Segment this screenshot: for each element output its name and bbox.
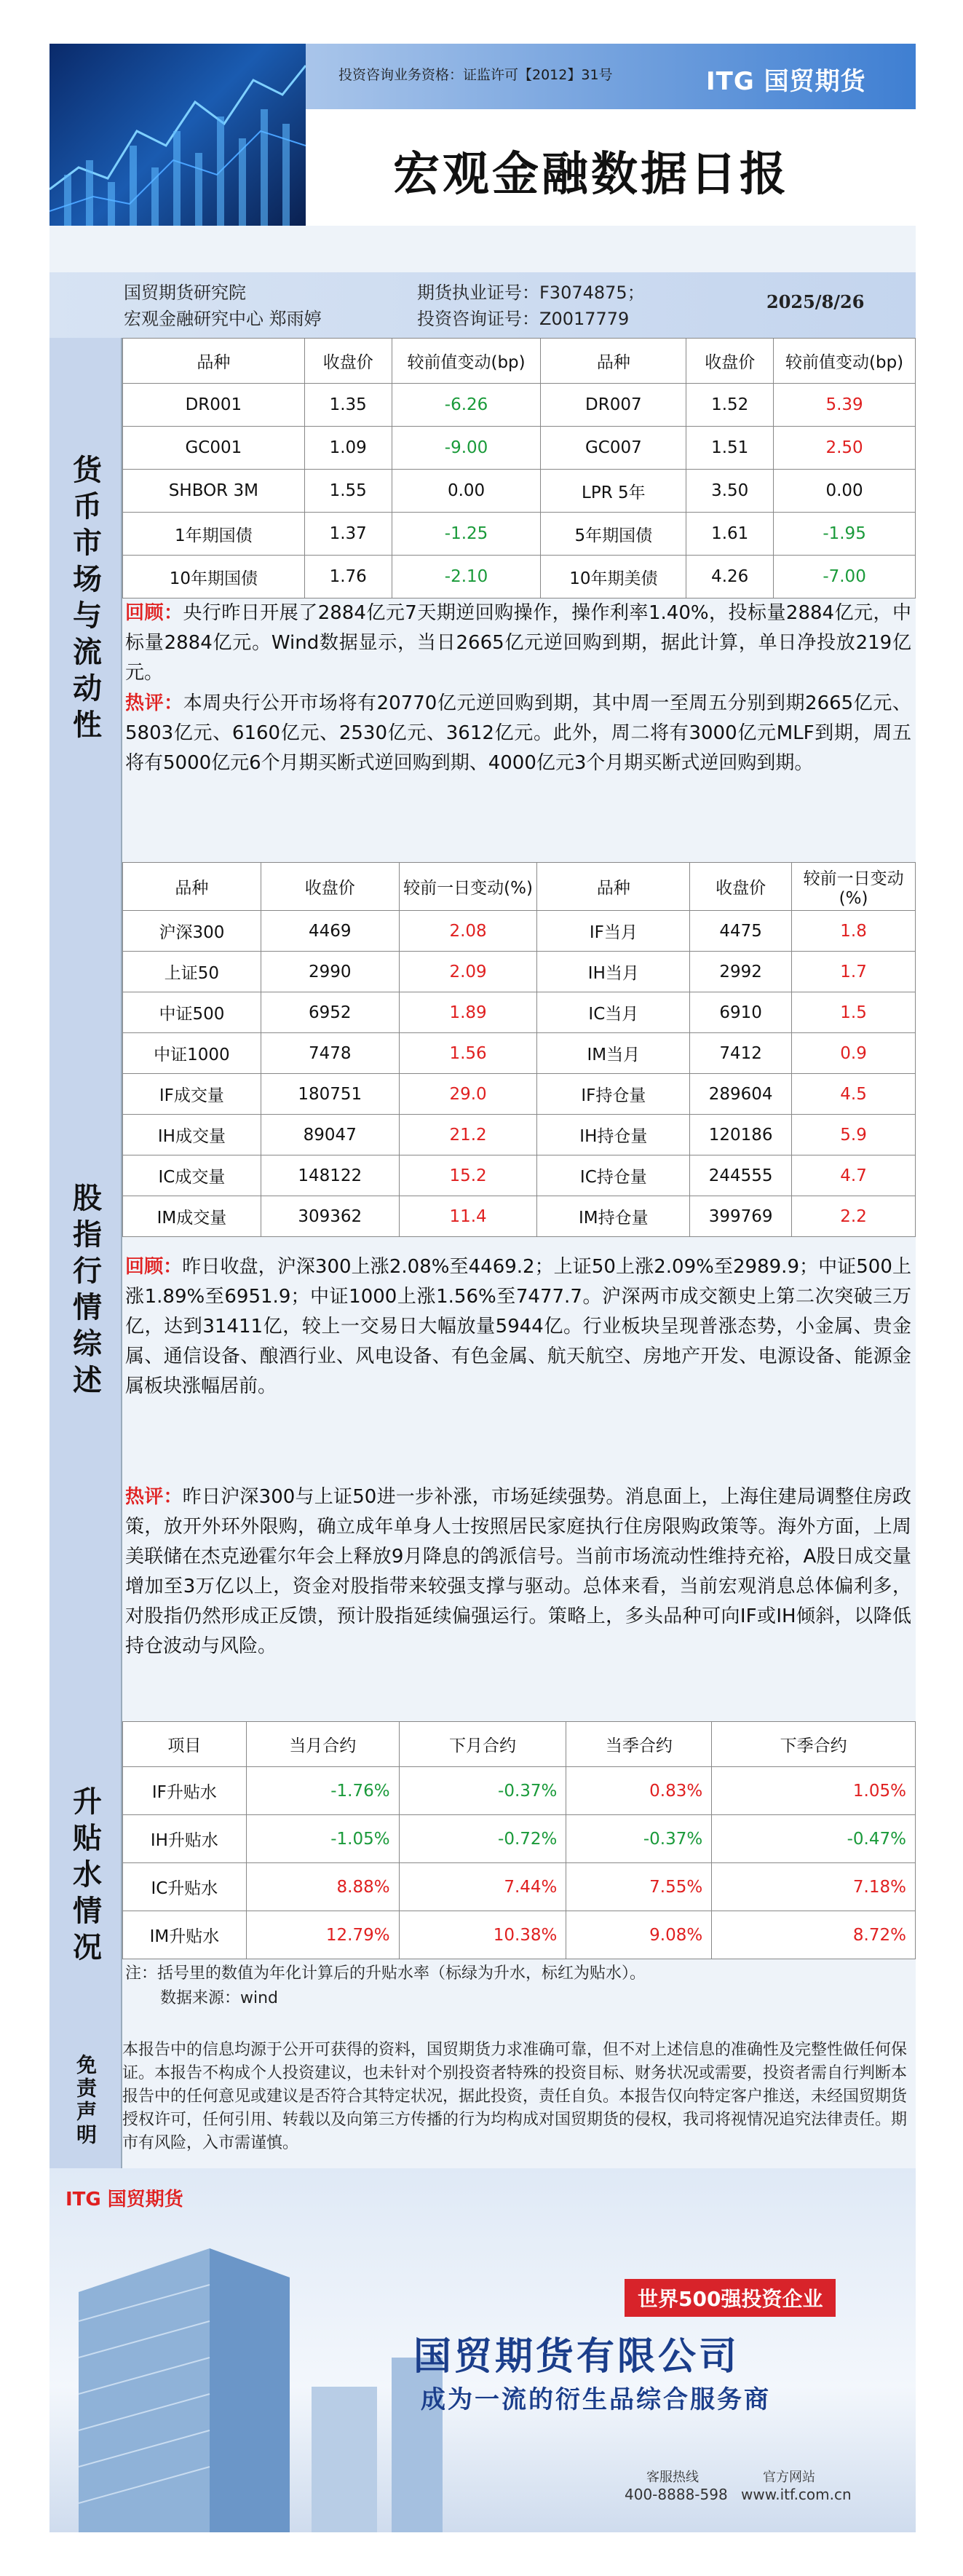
header-image — [49, 44, 306, 226]
table-cell: -7.00 — [774, 556, 916, 598]
table-cell: 7.18% — [712, 1863, 916, 1911]
banner-logo: ITG 国贸期货 — [66, 2189, 183, 2210]
table-cell: IF成交量 — [123, 1074, 261, 1115]
table-cell: 2.09 — [399, 952, 537, 992]
column-header: 品种 — [123, 863, 261, 911]
banner-badge: 世界500强投资企业 — [625, 2279, 836, 2317]
table-row — [123, 556, 916, 598]
table-cell: GC001 — [123, 427, 305, 470]
column-header: 项目 — [123, 1722, 247, 1767]
table-cell: 1.51 — [686, 427, 774, 470]
table-cell: 399769 — [690, 1196, 792, 1237]
table-cell: -1.25 — [392, 513, 541, 556]
table-cell: -0.37% — [399, 1767, 566, 1815]
table-cell: 1.55 — [304, 470, 392, 513]
table-cell: 10.38% — [399, 1911, 566, 1959]
column-header: 品种 — [123, 339, 305, 384]
table-cell: 1.05% — [712, 1767, 916, 1815]
table-row — [123, 952, 916, 992]
table-cell: 10年期国债 — [123, 556, 305, 598]
table-cell: -2.10 — [392, 556, 541, 598]
disclaimer-text: 本报告中的信息均源于公开可获得的资料，国贸期货力求准确可靠，但不对上述信息的准确性及完整性做任何保证。本报告不构成个人投资建议，也未针对个别投资者特殊的投资目标、财务状况或需要，投资者需自行判断本报告中的任何意见或建议是否符合其特定状况，据此投资，责任自负。本报告仅向特定客户推送，未经国贸期货授权许可，任何引用、转载以及向第三方传播的行为均构成对国贸期货的侵权，我司将视情况追究法律责任。期市有风险，入市需谨慎。 — [122, 2041, 908, 2152]
data-source: 数据来源：wind — [160, 1989, 279, 2007]
table-cell: -1.95 — [774, 513, 916, 556]
table-row — [123, 470, 916, 513]
column-header: 较前值变动(bp) — [392, 339, 541, 384]
table-cell: 中证500 — [123, 992, 261, 1033]
money-market-table — [122, 338, 916, 598]
table-cell: 8.72% — [712, 1911, 916, 1959]
table-cell: 2.50 — [774, 427, 916, 470]
table-cell: 0.00 — [774, 470, 916, 513]
itg-logo: ITG 国贸期货 — [706, 67, 866, 96]
table-row — [123, 911, 916, 952]
table-cell: IH持仓量 — [537, 1115, 690, 1155]
table-cell: 3.50 — [686, 470, 774, 513]
table-row — [123, 1863, 916, 1911]
column-header: 较前一日变动(%) — [792, 863, 916, 911]
table-cell: 5年期国债 — [541, 513, 686, 556]
column-header: 当月合约 — [246, 1722, 399, 1767]
column-header: 下季合约 — [712, 1722, 916, 1767]
table-cell: 244555 — [690, 1155, 792, 1196]
table-cell: 1.7 — [792, 952, 916, 992]
table-cell: IF当月 — [537, 911, 690, 952]
table-cell: 21.2 — [399, 1115, 537, 1155]
table-row — [123, 427, 916, 470]
site-label: 官方网站 — [763, 2470, 815, 2485]
column-header: 收盘价 — [261, 863, 399, 911]
table-cell: 1.89 — [399, 992, 537, 1033]
column-header: 较前值变动(bp) — [774, 339, 916, 384]
table-cell: IF持仓量 — [537, 1074, 690, 1115]
table-row — [123, 1115, 916, 1155]
table-cell: 2992 — [690, 952, 792, 992]
table-cell: 89047 — [261, 1115, 399, 1155]
table-row — [123, 1155, 916, 1196]
table-cell: 9.08% — [566, 1911, 712, 1959]
column-header: 当季合约 — [566, 1722, 712, 1767]
table-cell: 1.8 — [792, 911, 916, 952]
table-cell: 4475 — [690, 911, 792, 952]
column-header: 下月合约 — [399, 1722, 566, 1767]
chart-graphic-icon — [49, 44, 306, 226]
title-box — [306, 109, 916, 226]
table-cell: LPR 5年 — [541, 470, 686, 513]
table-cell: 2.08 — [399, 911, 537, 952]
table-cell: 5.9 — [792, 1115, 916, 1155]
table-cell: 沪深300 — [123, 911, 261, 952]
table-row — [123, 513, 916, 556]
column-header: 收盘价 — [690, 863, 792, 911]
table-cell: 8.88% — [246, 1863, 399, 1911]
table-cell: -0.72% — [399, 1815, 566, 1863]
column-header: 品种 — [537, 863, 690, 911]
table-cell: IC当月 — [537, 992, 690, 1033]
column-header: 品种 — [541, 339, 686, 384]
table-row — [123, 1911, 916, 1959]
stock-index-table — [122, 862, 916, 1237]
company-banner — [49, 2168, 916, 2532]
table-cell: -0.47% — [712, 1815, 916, 1863]
report-date: 2025/8/26 — [766, 291, 865, 312]
table-cell: IF升贴水 — [123, 1767, 247, 1815]
basis-table — [122, 1721, 916, 1959]
money-comment: 热评：本周央行公开市场将有20770亿元逆回购到期，其中周一至周五分别到期2665亿元、5803亿元、6160亿元、2530亿元、3612亿元。此外，周二将有3000亿元MLF到期，周五将有5000亿元6个月期买断式逆回购到期、4000亿元3个月期买断式逆回购到期。 — [125, 692, 911, 774]
table-cell: -0.37% — [566, 1815, 712, 1863]
section-stock-label: 股指行情综述 — [49, 862, 122, 1721]
table-cell: 15.2 — [399, 1155, 537, 1196]
author: 宏观金融研究中心 郑雨婷 — [124, 309, 322, 329]
table-cell: IC持仓量 — [537, 1155, 690, 1196]
page-title: 宏观金融数据日报 — [393, 147, 789, 202]
section-disclaimer-label: 免责声明 — [49, 2033, 122, 2168]
table-cell: 2990 — [261, 952, 399, 992]
table-cell: 0.83% — [566, 1767, 712, 1815]
table-cell: 1.5 — [792, 992, 916, 1033]
table-header-row — [123, 1722, 916, 1767]
table-cell: 中证1000 — [123, 1033, 261, 1074]
column-header: 收盘价 — [686, 339, 774, 384]
table-header-row — [123, 339, 916, 384]
table-cell: 148122 — [261, 1155, 399, 1196]
table-row — [123, 992, 916, 1033]
table-cell: 7412 — [690, 1033, 792, 1074]
table-cell: 1.35 — [304, 384, 392, 427]
table-cell: 11.4 — [399, 1196, 537, 1237]
table-cell: IM当月 — [537, 1033, 690, 1074]
table-cell: 6910 — [690, 992, 792, 1033]
table-cell: 180751 — [261, 1074, 399, 1115]
table-cell: 4.5 — [792, 1074, 916, 1115]
table-cell: 1.61 — [686, 513, 774, 556]
table-cell: 6952 — [261, 992, 399, 1033]
stock-comment: 热评：昨日沪深300与上证50进一步补涨，市场延续强势。消息面上，上海住建局调整住房政策，放开外环外限购，确立成年单身人士按照居民家庭执行住房限购政策等。海外方面，上周美联储在杰克逊霍尔年会上释放9月降息的鸽派信号。当前市场流动性维持充裕，A股日成交量增加至3万亿以上，资金对股指带来较强支撑与驱动。总体来看，当前宏观消息总体偏利多，对股指仍然形成正反馈，预计股指延续偏强运行。策略上，多头品种可向IF或IH倾斜，以降低持仓波动与风险。 — [125, 1486, 911, 1657]
table-row — [123, 1767, 916, 1815]
money-review: 回顾：央行昨日开展了2884亿元7天期逆回购操作，操作利率1.40%，投标量2884亿元，中标量2884亿元。Wind数据显示，当日2665亿元逆回购到期，据此计算，单日净投放219亿元。 — [125, 602, 911, 684]
table-cell: 5.39 — [774, 384, 916, 427]
table-cell: IM成交量 — [123, 1196, 261, 1237]
table-row — [123, 1196, 916, 1237]
table-cell: IH成交量 — [123, 1115, 261, 1155]
qualification-text: 投资咨询业务资格：证监许可【2012】31号 — [338, 67, 613, 83]
table-cell: 0.00 — [392, 470, 541, 513]
table-cell: GC007 — [541, 427, 686, 470]
table-cell: 1.56 — [399, 1033, 537, 1074]
table-cell: 1.52 — [686, 384, 774, 427]
table-cell: SHBOR 3M — [123, 470, 305, 513]
table-cell: 0.9 — [792, 1033, 916, 1074]
stock-review: 回顾：昨日收盘，沪深300上涨2.08%至4469.2；上证50上涨2.09%至2989.9；中证500上涨1.89%至6951.9；中证1000上涨1.56%至7477.7。沪深两市成交额史上第二次突破三万亿，达到31411亿，较上一交易日大幅放量5944亿。行业板块呈现普涨态势，小金属、贵金属、通信设备、酿酒行业、风电设备、有色金属、航天航空、房地产开发、电源设备、能源金属板块涨幅居前。 — [125, 1256, 911, 1397]
table-cell: 4469 — [261, 911, 399, 952]
table-cell: IH当月 — [537, 952, 690, 992]
column-header: 收盘价 — [304, 339, 392, 384]
table-cell: -9.00 — [392, 427, 541, 470]
column-header: 较前一日变动(%) — [399, 863, 537, 911]
hotline-label: 客服热线 — [646, 2470, 699, 2485]
table-cell: 上证50 — [123, 952, 261, 992]
table-cell: 12.79% — [246, 1911, 399, 1959]
table-cell: 120186 — [690, 1115, 792, 1155]
table-cell: 1.37 — [304, 513, 392, 556]
banner-slogan: 成为一流的衍生品综合服务商 — [421, 2385, 771, 2414]
table-cell: IC成交量 — [123, 1155, 261, 1196]
table-row — [123, 1074, 916, 1115]
table-cell: DR001 — [123, 384, 305, 427]
table-cell: 309362 — [261, 1196, 399, 1237]
table-cell: DR007 — [541, 384, 686, 427]
table-cell: IM持仓量 — [537, 1196, 690, 1237]
table-cell: -1.05% — [246, 1815, 399, 1863]
table-row — [123, 1033, 916, 1074]
table-cell: IC升贴水 — [123, 1863, 247, 1911]
table-cell: -6.26 — [392, 384, 541, 427]
license-2: 投资咨询证号：Z0017779 — [417, 309, 630, 329]
table-cell: 10年期美债 — [541, 556, 686, 598]
info-bar — [49, 272, 916, 338]
table-row — [123, 1815, 916, 1863]
table-header-row — [123, 863, 916, 911]
table-cell: 7.55% — [566, 1863, 712, 1911]
table-cell: 1.09 — [304, 427, 392, 470]
table-cell: 7478 — [261, 1033, 399, 1074]
site-url: www.itf.com.cn — [741, 2486, 852, 2503]
table-row — [123, 384, 916, 427]
table-cell: 4.26 — [686, 556, 774, 598]
org-name: 国贸期货研究院 — [124, 283, 246, 303]
table-cell: 1年期国债 — [123, 513, 305, 556]
banner-company: 国贸期货有限公司 — [413, 2335, 740, 2379]
table-cell: IM升贴水 — [123, 1911, 247, 1959]
basis-note: 注：括号里的数值为年化计算后的升贴水率（标绿为升水，标红为贴水）。 — [125, 1964, 646, 1983]
table-cell: 289604 — [690, 1074, 792, 1115]
section-basis-label: 升贴水情况 — [49, 1721, 122, 2033]
hotline-number: 400-8888-598 — [625, 2486, 728, 2503]
table-cell: 2.2 — [792, 1196, 916, 1237]
table-cell: IH升贴水 — [123, 1815, 247, 1863]
table-cell: 29.0 — [399, 1074, 537, 1115]
license-1: 期货执业证号：F3074875； — [417, 283, 645, 303]
table-cell: 4.7 — [792, 1155, 916, 1196]
section-money-label: 货币市场与流动性 — [49, 338, 122, 862]
table-cell: 1.76 — [304, 556, 392, 598]
table-cell: 7.44% — [399, 1863, 566, 1911]
table-cell: -1.76% — [246, 1767, 399, 1815]
